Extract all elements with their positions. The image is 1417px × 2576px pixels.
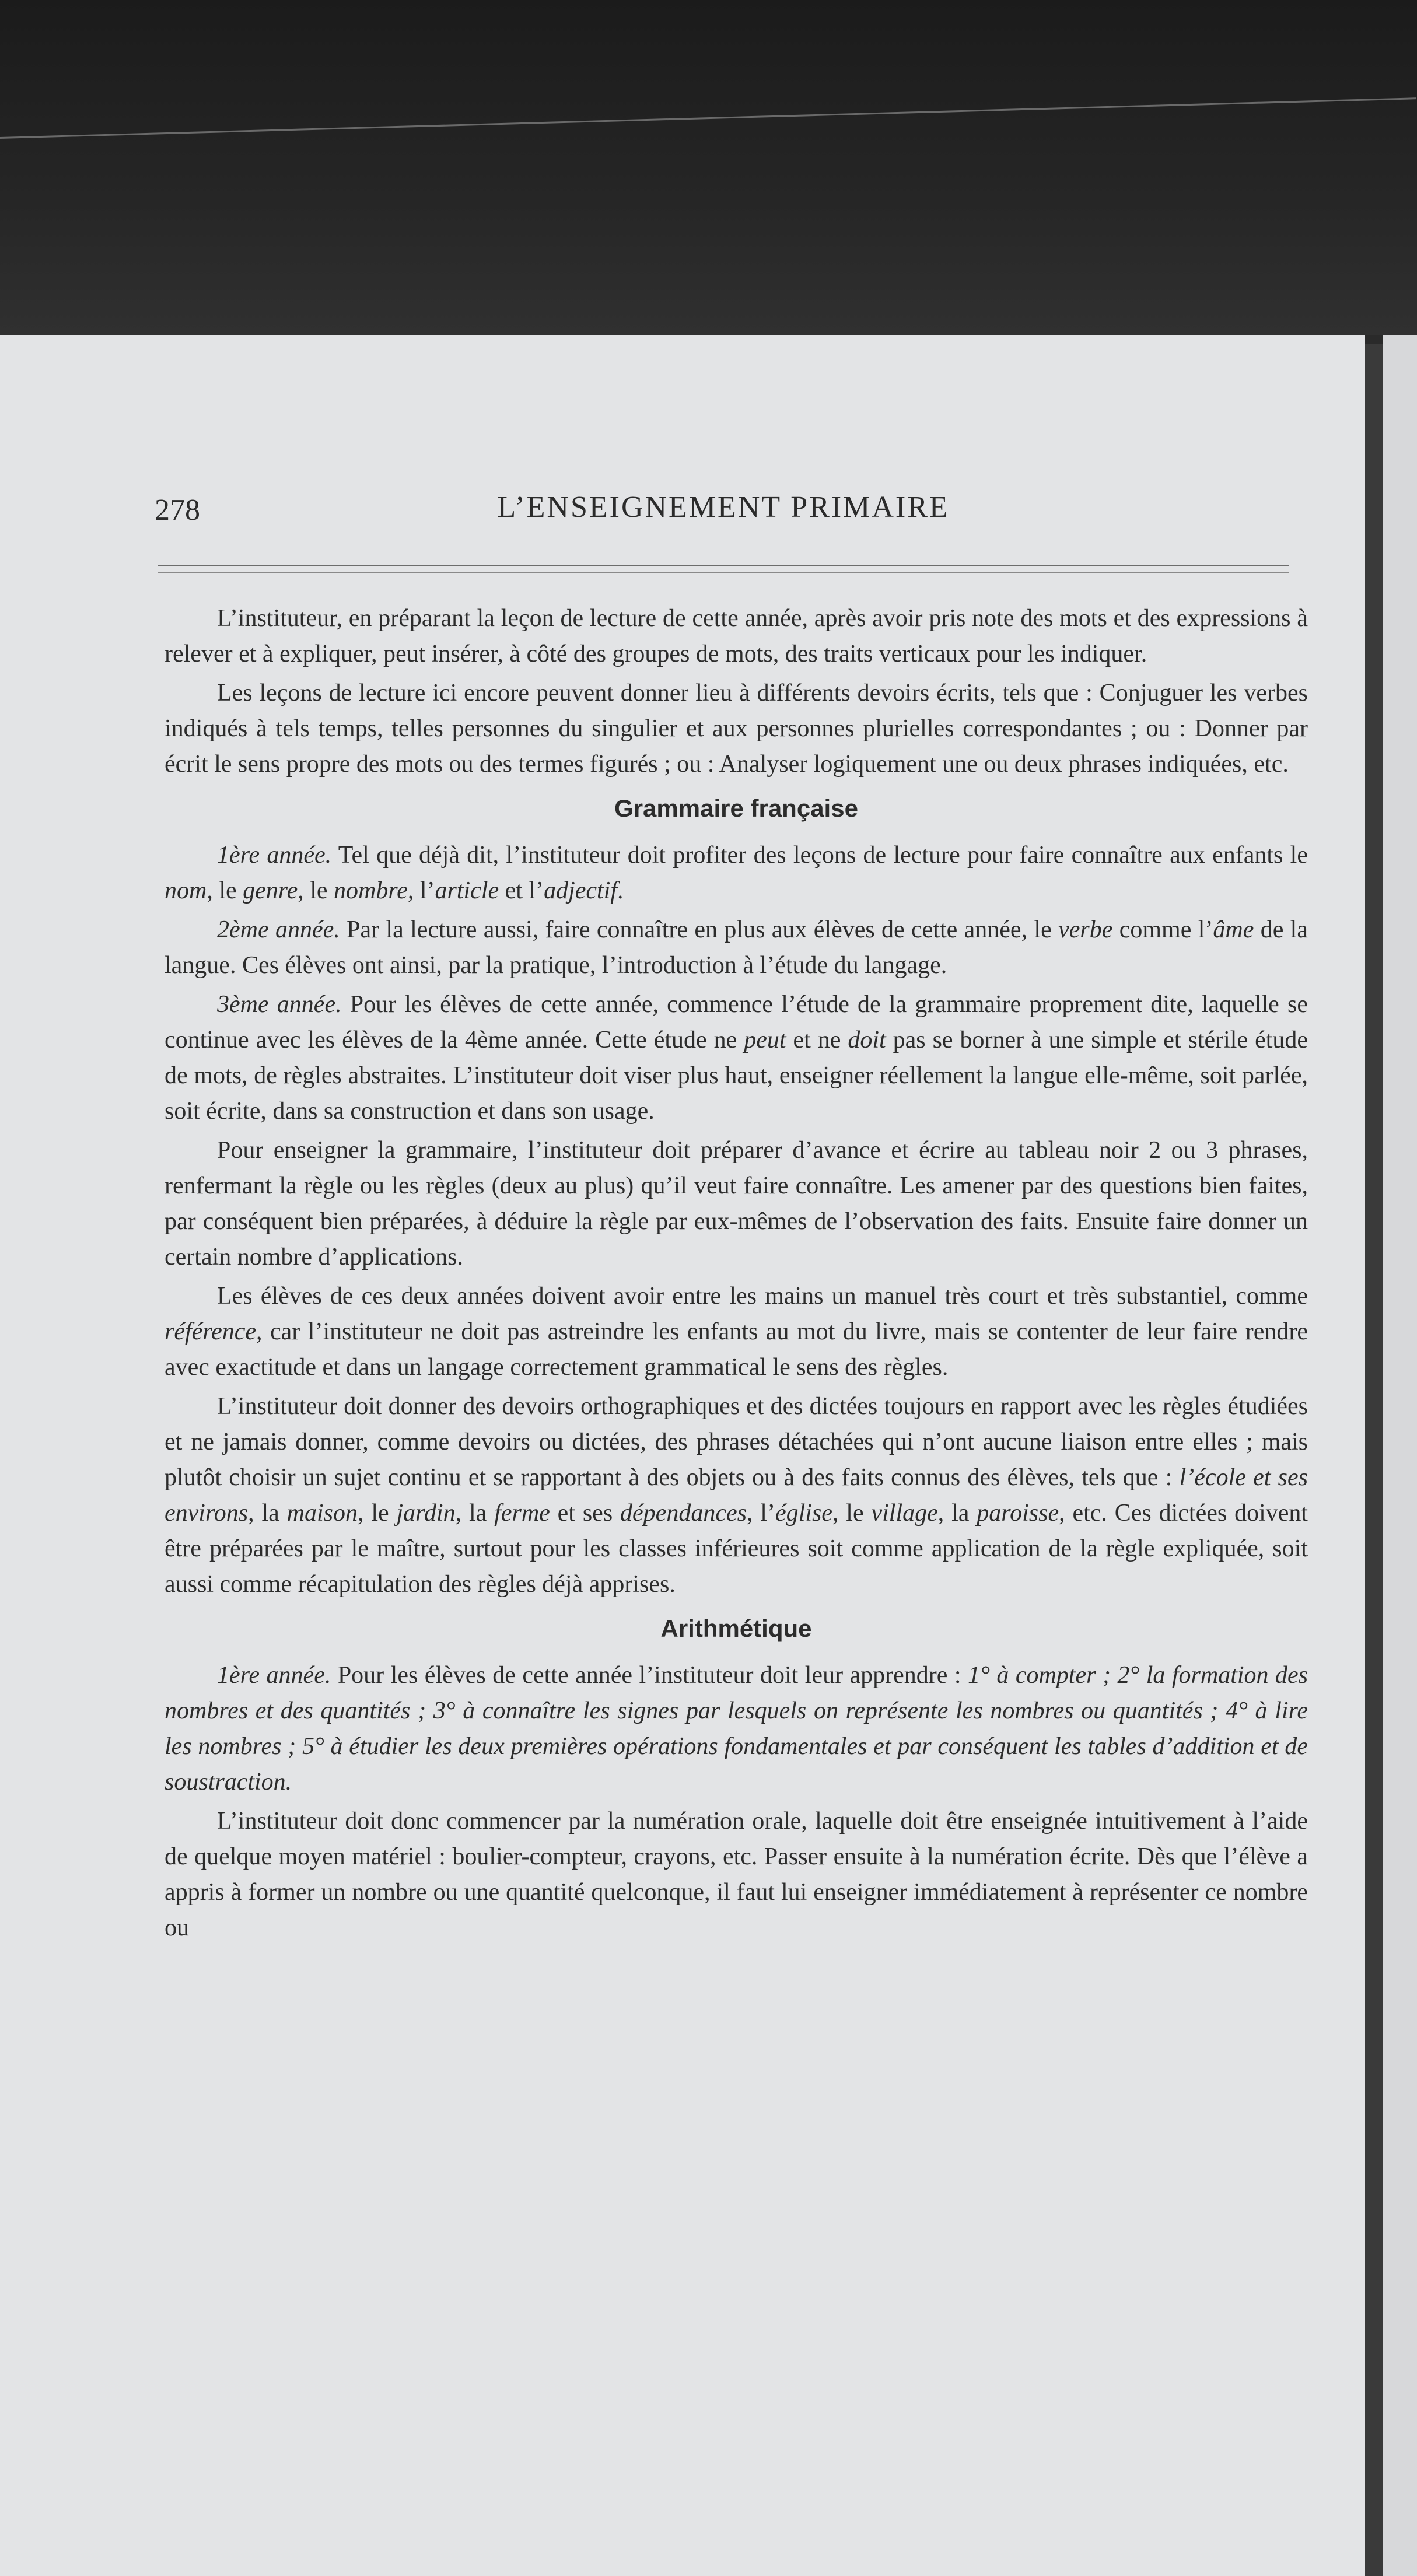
text-run: , la: [455, 1500, 495, 1527]
emphasis: article: [435, 877, 499, 904]
year-label: 3ème année.: [217, 991, 342, 1018]
paragraph: Les leçons de lecture ici encore peuvent donner lieu à différents devoirs écrits, tels que : Conjuguer les verbes indiqués à tels temps, telles personnes du singulier et aux personnes plurielles correspondantes ; ou : Donner par écrit le sens propre des mots ou des termes figurés ; ou : Analyser logiquement une ou deux phrases indiquées, etc.: [165, 680, 1308, 778]
page-gutter: [1365, 344, 1383, 2576]
text-run: .: [617, 877, 624, 904]
year-label: 1ère année.: [217, 1662, 331, 1689]
emphasis: jardin: [396, 1500, 456, 1527]
emphasis: verbe: [1058, 916, 1113, 943]
emphasis: dépendances: [620, 1500, 747, 1527]
paragraph: Pour enseigner la grammaire, l’instituteur doit préparer d’avance et écrire au tableau noir 2 ou 3 phrases, renfermant la règle ou les règles (deux au plus) qu’il veut faire connaître. Les amener par des questions bien faites, par conséquent bien préparées, à déduire la règle par eux-mêmes de l’observation des faits. Ensuite faire donner un certain nombre d’applications.: [165, 1137, 1308, 1270]
text-run: Par la lecture aussi, faire connaître en plus aux élèves de cette année, le: [340, 916, 1059, 943]
emphasis: l’école et ses environs: [165, 1464, 1308, 1527]
emphasis: adjectif: [544, 877, 618, 904]
paragraph: [165, 1279, 1308, 1385]
text-run: , l’: [746, 1500, 775, 1527]
emphasis: ferme: [494, 1500, 550, 1527]
paragraph: L’instituteur doit donc commencer par la numération orale, laquelle doit être enseignée intuitivement à l’aide de quelque moyen matériel : boulier-compteur, crayons, etc. Passer ensuite à la numération écrite. Dès que l’élève a appris à former un nombre ou une quantité quelconque, il faut lui enseigner immédiatement à représenter ce nombre ou: [165, 1808, 1308, 1941]
page-body: [165, 601, 1308, 1950]
emphasis: église: [775, 1500, 832, 1527]
header-rule: [158, 565, 1289, 566]
text-run: , etc. Ces dictées doivent être préparées par le maître, surtout pour les classes inférieures soit comme application de la règle expliquée, soit aussi comme récapitulation des règles déjà apprises.: [165, 1500, 1308, 1598]
text-run: comme l’: [1112, 916, 1213, 943]
text-run: de la langue. Ces élèves ont ainsi, par la pratique, l’introduction à l’étude du langage.: [165, 916, 1308, 979]
year-label: 1ère année.: [217, 842, 332, 869]
paragraph: [165, 1658, 1308, 1800]
emphasis: maison: [286, 1500, 358, 1527]
paragraph: [165, 838, 1308, 909]
text-run: , le: [207, 877, 243, 904]
text-run: et ne: [786, 1027, 848, 1054]
text-run: , le: [298, 877, 334, 904]
emphasis: âme: [1213, 916, 1254, 943]
header-rule-thin: [158, 572, 1289, 573]
paragraph: [165, 1389, 1308, 1602]
paragraph: [165, 912, 1308, 984]
page-number: 278: [155, 494, 200, 527]
emphasis: paroisse: [977, 1500, 1059, 1527]
emphasis: village: [871, 1500, 938, 1527]
emphasis: genre: [243, 877, 298, 904]
emphasis: référence: [165, 1318, 257, 1345]
scan-background: [0, 0, 1417, 335]
paragraph: L’instituteur, en préparant la leçon de lecture de cette année, après avoir pris note des mots et des expressions à relever et à expliquer, peut insérer, à côté des groupes de mots, des traits verticaux pour les indiquer.: [165, 605, 1308, 667]
text-run: , la: [937, 1500, 977, 1527]
emphasis: doit: [848, 1027, 886, 1054]
next-page-edge: [1383, 335, 1417, 2576]
text-run: et ses: [550, 1500, 621, 1527]
text-run: Tel que déjà dit, l’instituteur doit profiter des leçons de lecture pour faire connaître aux enfants le: [331, 842, 1308, 869]
running-title: L’ENSEIGNEMENT PRIMAIRE: [497, 491, 950, 524]
text-run: L’instituteur doit donner des devoirs orthographiques et des dictées toujours en rapport avec les règles étudiées et ne jamais donner, comme devoirs ou dictées, des phrases détachées qui n’ont aucune liaison entre elles ; mais plutôt choisir un sujet continu et se rapportant à des objets ou à des faits connus des élèves, tels que :: [165, 1393, 1308, 1491]
emphasis: nombre: [334, 877, 408, 904]
text-run: et l’: [499, 877, 544, 904]
text-run: , la: [248, 1500, 287, 1527]
text-run: Les élèves de ces deux années doivent avoir entre les mains un manuel très court et très substantiel, comme: [217, 1283, 1308, 1310]
text-run: pas se borner à une simple et stérile étude de mots, de règles abstraites. L’instituteur doit viser plus haut, enseigner réellement la langue elle-même, soit parlée, soit écrite, dans sa construction et dans son usage.: [165, 1027, 1308, 1125]
text-run: , le: [832, 1500, 872, 1527]
emphasis: nom: [165, 877, 207, 904]
text-run: Pour les élèves de cette année, commence l’étude de la grammaire proprement dite, laquelle se continue avec les élèves de la 4ème année. Cette étude ne: [165, 991, 1308, 1054]
section-heading: Grammaire française: [614, 794, 858, 822]
text-run: , l’: [407, 877, 435, 904]
emphasis: 1° à compter ; 2° la formation des nombres et des quantités ; 3° à connaître les signes par lesquels on représente les nombres ou quantités ; 4° à lire les nombres ; 5° à étudier les deux premières opérations fondamentales et par conséquent les tables d’addition et de soustraction.: [165, 1662, 1308, 1796]
text-run: , car l’instituteur ne doit pas astreindre les enfants au mot du livre, mais se contenter de leur faire rendre avec exactitude et dans un langage correctement grammatical le sens des règles.: [165, 1318, 1308, 1381]
section-heading: Arithmétique: [660, 1615, 812, 1642]
emphasis: peut: [744, 1027, 786, 1054]
paragraph: [165, 987, 1308, 1129]
text-run: , le: [357, 1500, 397, 1527]
year-label: 2ème année.: [217, 916, 340, 943]
text-run: Pour les élèves de cette année l’instituteur doit leur apprendre :: [331, 1662, 968, 1689]
